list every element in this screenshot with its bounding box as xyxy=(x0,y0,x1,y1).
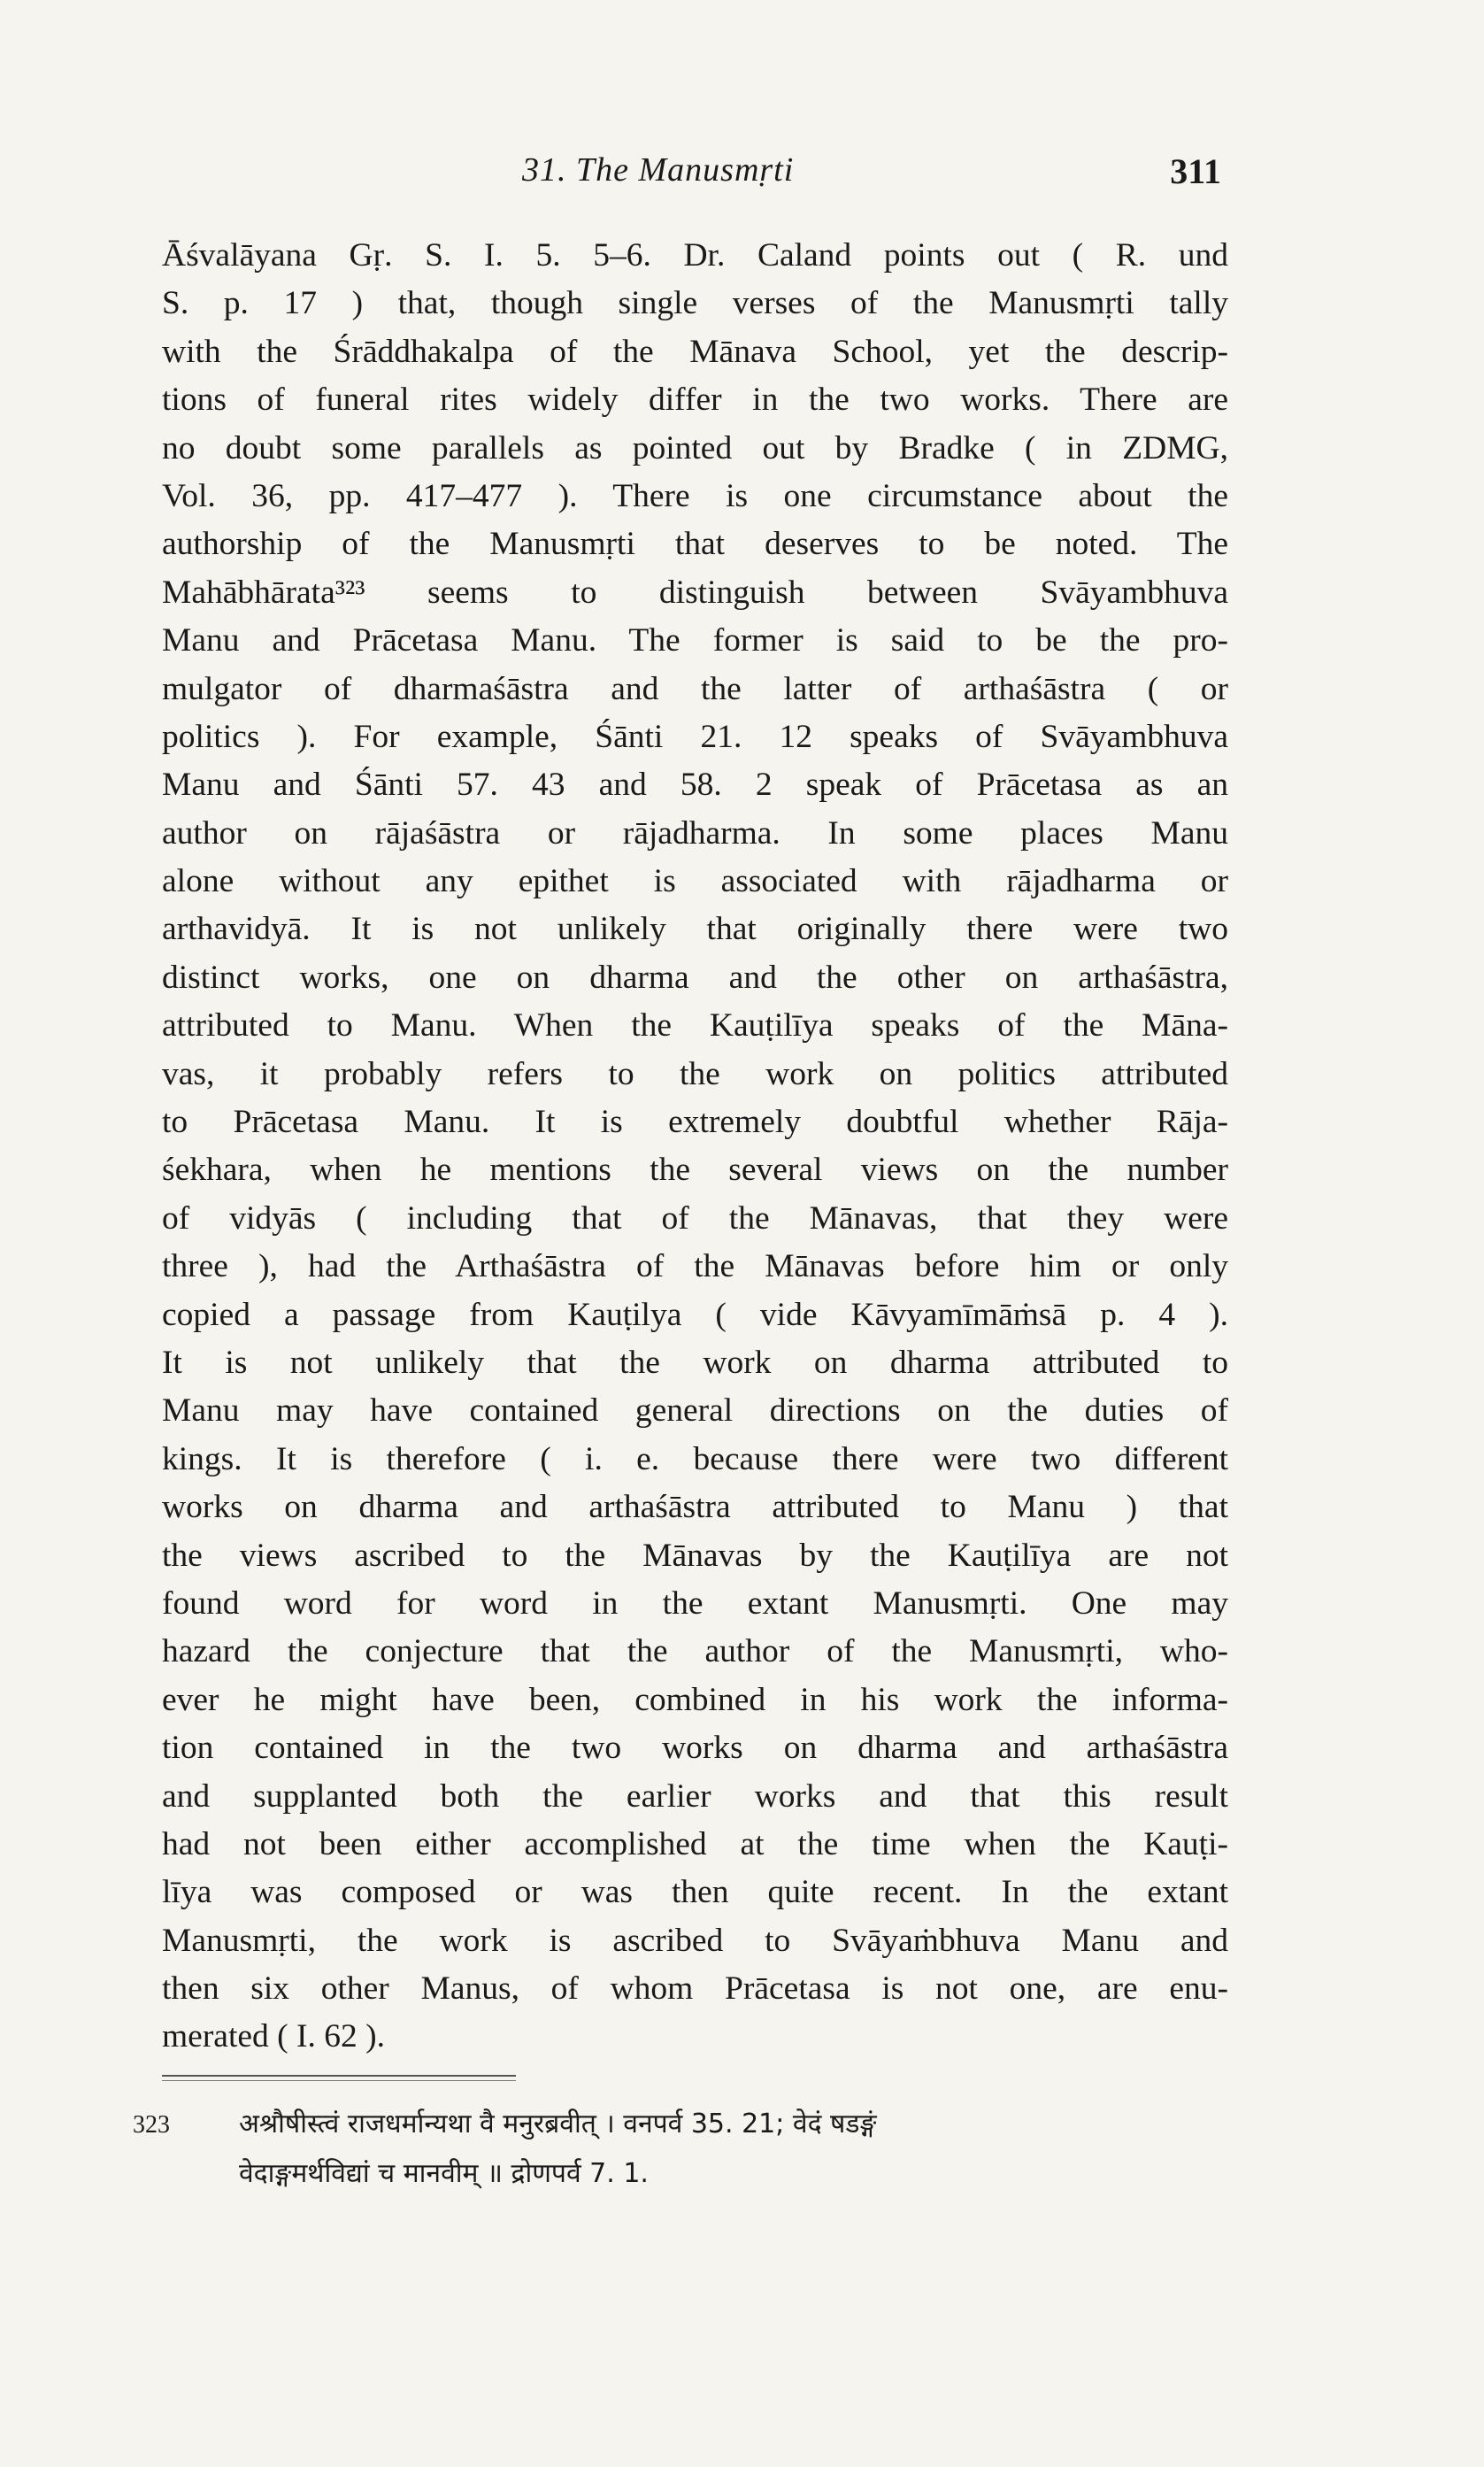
footnote xyxy=(133,2100,1230,2199)
body-line: author on rājaśāstra or rājadharma. In some places Manu xyxy=(162,814,1228,852)
body-line: ever he might have been, combined in his work the informa- xyxy=(162,1681,1228,1718)
body-line: Āśvalāyana Gṛ. S. I. 5. 5–6. Dr. Caland points out ( R. und xyxy=(162,237,1228,274)
body-line: arthavidyā. It is not unlikely that originally there were two xyxy=(162,911,1228,948)
footnote-line-1 xyxy=(133,2100,1230,2149)
body-line: with the Śrāddhakalpa of the Mānava School, yet the descrip- xyxy=(162,333,1228,370)
footnote-separator xyxy=(162,2075,516,2077)
body-line: attributed to Manu. When the Kauṭilīya speaks of the Māna- xyxy=(162,1007,1228,1045)
running-header-title: 31. The Manusmṛti xyxy=(522,151,795,189)
footnote-text-1: अश्रौषीस्त्वं राजधर्मान्यथा वै मनुरब्रवीत् । वनपर्व 35. 21; वेदं षडङ्गं xyxy=(239,2109,877,2139)
body-line: of vidyās ( including that of the Mānavas, that they were xyxy=(162,1199,1228,1237)
body-line: Manu may have contained general directions on the duties of xyxy=(162,1392,1228,1430)
body-line: kings. It is therefore ( i. e. because there were two different xyxy=(162,1440,1228,1477)
body-line: līya was composed or was then quite recent. In the extant xyxy=(162,1874,1228,1911)
footnote-number: 323 xyxy=(133,2111,170,2139)
body-line: then six other Manus, of whom Prācetasa is not one, are enu- xyxy=(162,1970,1228,2008)
body-line: mulgator of dharmaśāstra and the latter of arthaśāstra ( or xyxy=(162,670,1228,707)
body-line: Manusmṛti, the work is ascribed to Svāyaṁbhuva Manu and xyxy=(162,1922,1228,1959)
page-number: 311 xyxy=(1170,151,1221,191)
footnote-text-2: वेदाङ्गमर्थविद्यां च मानवीम् ॥ द्रोणपर्व 7. 1. xyxy=(239,2158,649,2189)
body-line: Manu and Prācetasa Manu. The former is said to be the pro- xyxy=(162,622,1228,659)
body-line: It is not unlikely that the work on dharma attributed to xyxy=(162,1344,1228,1381)
body-line: had not been either accomplished at the time when the Kauṭi- xyxy=(162,1825,1228,1862)
footnote-line-2 xyxy=(133,2149,1230,2199)
body-line: no doubt some parallels as pointed out by Bradke ( in ZDMG, xyxy=(162,429,1228,466)
body-line: copied a passage from Kauṭilya ( vide Kāvyamīmāṁsā p. 4 ). xyxy=(162,1296,1228,1333)
body-line: śekhara, when he mentions the several views on the number xyxy=(162,1152,1228,1189)
body-line: S. p. 17 ) that, though single verses of the Manusmṛti tally xyxy=(162,285,1228,322)
footnote-separator-secondary xyxy=(162,2080,516,2081)
body-line: vas, it probably refers to the work on politics attributed xyxy=(162,1055,1228,1092)
body-line: found word for word in the extant Manusmṛti. One may xyxy=(162,1584,1228,1622)
body-line: three ), had the Arthaśāstra of the Mānavas before him or only xyxy=(162,1248,1228,1285)
body-line: Manu and Śānti 57. 43 and 58. 2 speak of Prācetasa as an xyxy=(162,767,1228,804)
running-header xyxy=(496,150,1221,204)
body-line: distinct works, one on dharma and the other on arthaśāstra, xyxy=(162,959,1228,996)
body-text xyxy=(162,232,1228,2062)
body-line: merated ( I. 62 ). xyxy=(162,2018,385,2055)
body-line: and supplanted both the earlier works and that this result xyxy=(162,1777,1228,1815)
body-line: the views ascribed to the Mānavas by the Kauṭilīya are not xyxy=(162,1537,1228,1574)
body-line: to Prācetasa Manu. It is extremely doubtful whether Rāja- xyxy=(162,1104,1228,1141)
body-line: works on dharma and arthaśāstra attributed to Manu ) that xyxy=(162,1489,1228,1526)
body-line: Vol. 36, pp. 417–477 ). There is one circumstance about the xyxy=(162,477,1228,514)
body-line: politics ). For example, Śānti 21. 12 speaks of Svāyambhuva xyxy=(162,718,1228,755)
body-line: alone without any epithet is associated with rājadharma or xyxy=(162,863,1228,900)
body-line: hazard the conjecture that the author of the Manusmṛti, who- xyxy=(162,1633,1228,1670)
body-line: tions of funeral rites widely differ in the two works. There are xyxy=(162,382,1228,419)
body-line: authorship of the Manusmṛti that deserves to be noted. The xyxy=(162,526,1228,563)
body-line: Mahābhārata³²³ seems to distinguish between Svāyambhuva xyxy=(162,574,1228,611)
body-line: tion contained in the two works on dharma and arthaśāstra xyxy=(162,1730,1228,1767)
